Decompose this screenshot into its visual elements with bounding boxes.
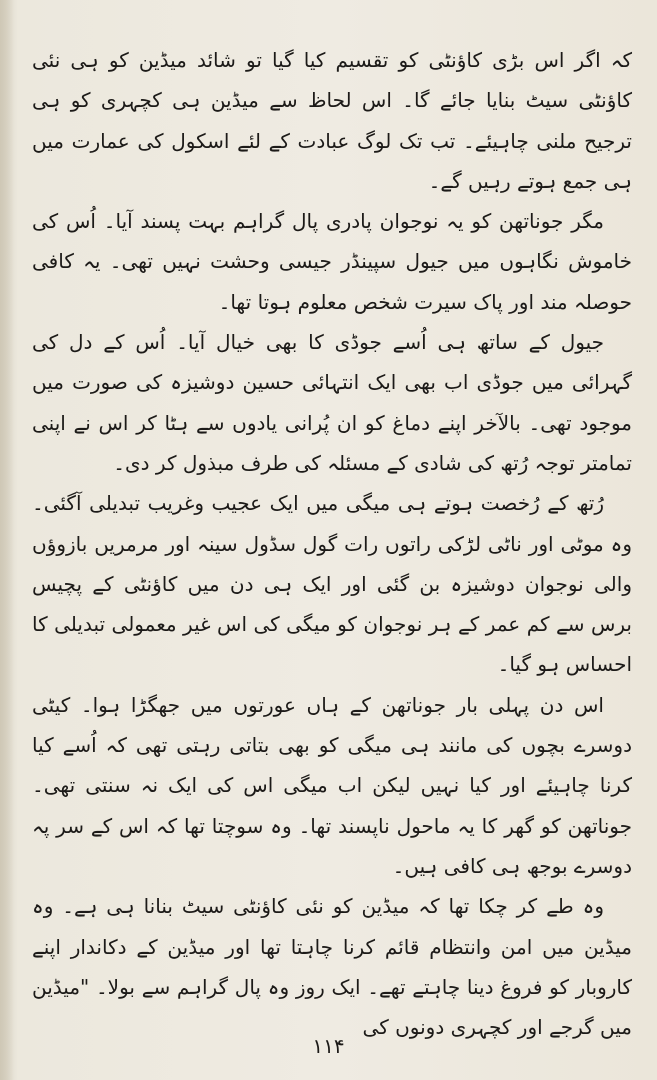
- paragraph-6: وہ طے کر چکا تھا کہ میڈین کو نئی کاؤنٹی سیٹ بنانا ہی ہے۔ وہ میڈین میں امن وانتظام قائم کرنا چاہتا تھا اور میڈین کے دکاندار اپنے کاروبار کو فروغ دینا چاہتے تھے۔ ایک روز وہ پال گراہم سے بولا۔ "میڈین میں گرجے اور کچہری دونوں کی: [32, 894, 632, 1040]
- paragraph-5: اس دن پہلی بار جوناتھن کے ہاں عورتوں میں جھگڑا ہوا۔ کیٹی دوسرے بچوں کی مانند ہی میگی کو بھی بتاتی رہتی تھی کہ اُسے کیا کرنا چاہیئے اور کیا نہیں لیکن اب میگی اس کی ایک نہ سنتی تھی۔ جوناتھن کو گھر کا یہ ماحول ناپسند تھا۔ وہ سوچتا تھا کہ اس کے سر پہ دوسرے بوجھ ہی کافی ہیں۔: [32, 692, 632, 878]
- page-binding-shadow: [0, 0, 14, 1080]
- page-number: ۱۱۴: [312, 1034, 345, 1058]
- paragraph-4: رُتھ کے رُخصت ہوتے ہی میگی میں ایک عجیب وغریب تبدیلی آگئی۔ وہ موٹی اور ناٹی لڑکی راتوں رات گول سڈول سینہ اور مرمریں بازوؤں والی نوجوان دوشیزہ بن گئی اور ایک ہی دن میں کاؤنٹی کے پچیس برس سے کم عمر کے ہر نوجوان کو میگی کی اس غیر معمولی تبدیلی کا احساس ہو گیا۔: [32, 491, 632, 677]
- paragraph-1: کہ اگر اس بڑی کاؤنٹی کو تقسیم کیا گیا تو شائد میڈین کو ہی نئی کاؤنٹی سیٹ بنایا جائے گا۔ اس لحاظ سے میڈین ہی کچہری کو ہی ترجیح ملنی چاہیئے۔ تب تک لوگ عبادت کے لئے اسکول کی عمارت میں ہی جمع ہوتے رہیں گے۔: [32, 48, 632, 193]
- paragraph-3: جیول کے ساتھ ہی اُسے جوڈی کا بھی خیال آیا۔ اُس کے دل کی گہرائی میں جوڈی اب بھی ایک انتہائی حسین دوشیزہ کی صورت میں موجود تھی۔ بالآخر اپنے دماغ کو ان پُرانی یادوں سے ہٹا کر اس نے اپنی تمامتر توجہ رُتھ کی شادی کے مسئلہ کی طرف مبذول کر دی۔: [32, 330, 632, 475]
- paragraph-2: مگر جوناتھن کو یہ نوجوان پادری پال گراہم بہت پسند آیا۔ اُس کی خاموش نگاہوں میں جیول سپینڈر جیسی وحشت نہیں تھی۔ یہ کافی حوصلہ مند اور پاک سیرت شخص معلوم ہوتا تھا۔: [32, 209, 632, 314]
- page-body-text: [32, 40, 632, 1047]
